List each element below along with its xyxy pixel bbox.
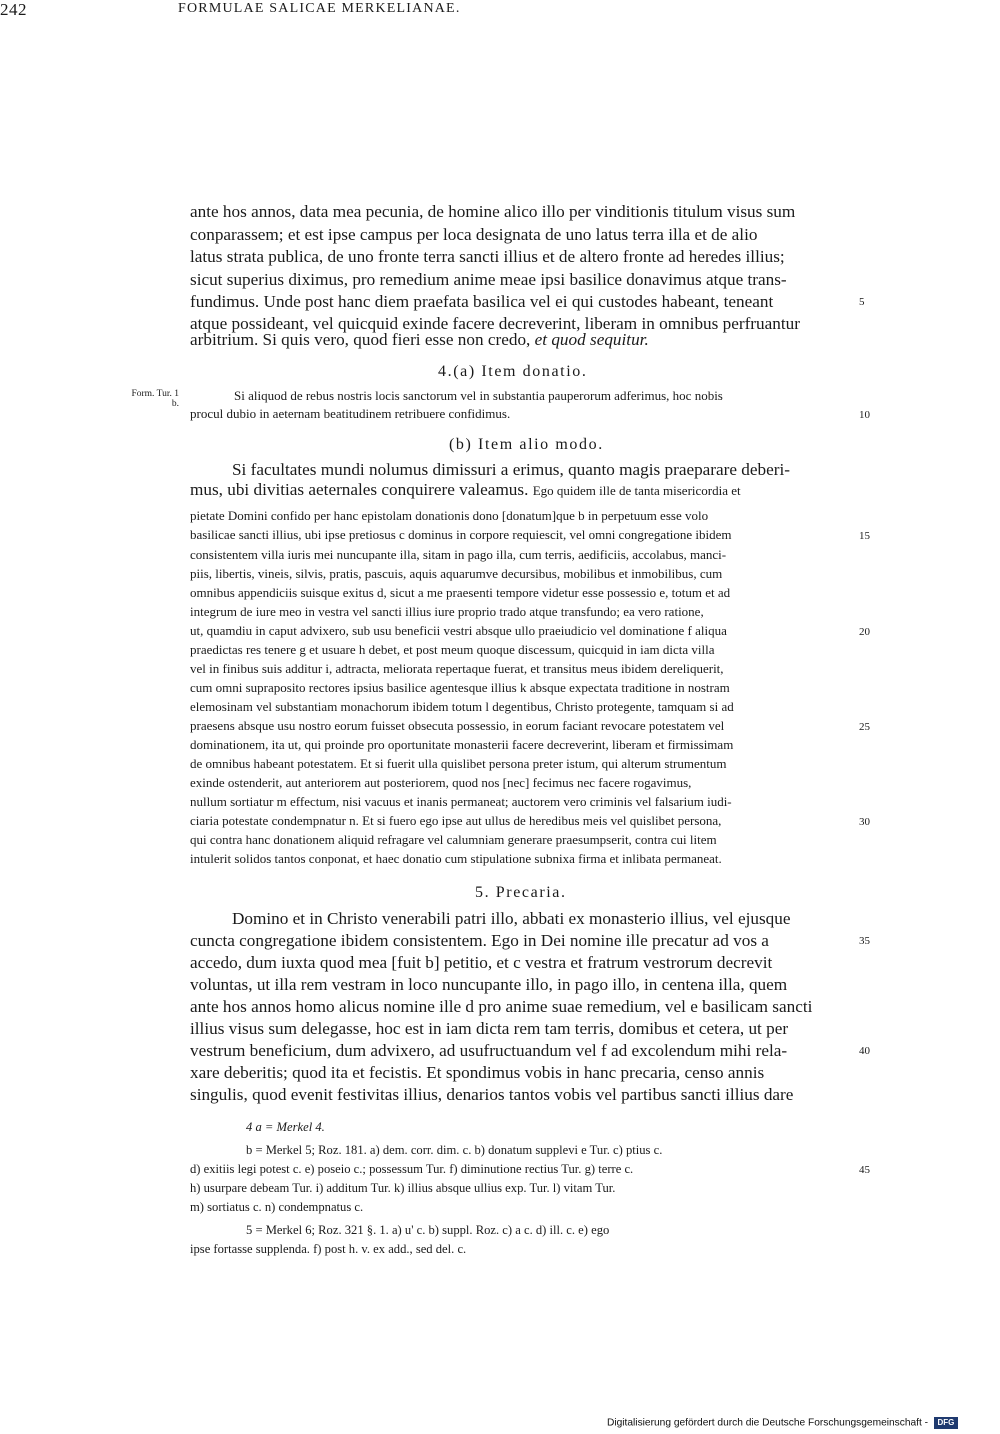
text-line: conparassem; et est ipse campus per loca designata de uno latus terra illa et de alio xyxy=(190,225,758,244)
text-line: ante hos annos homo alicus nomine ille d pro anime suae remedium, vel e basilicam sancti xyxy=(190,997,813,1016)
text-line: qui contra hanc donationem aliquid refragare vel calumniam generare praesumpserit, contra cui litem xyxy=(190,832,717,847)
text-line: accedo, dum iuxta quod mea [fuit b] petitio, et c vestra et fratrum vestrorum decrevit xyxy=(190,953,773,972)
footnote: 4 a = Merkel 4. xyxy=(246,1120,325,1134)
text-line: basilicae sancti illius, ubi ipse pretiosus c dominus in corpore requiescit, vel omni congregatione ibidem xyxy=(190,527,732,542)
digitization-credit xyxy=(607,1417,958,1431)
line-number: 35 xyxy=(859,935,870,947)
section-heading-4a: 4.(a) Item donatio. xyxy=(438,363,588,380)
text-line: fundimus. Unde post hanc diem praefata basilica vel ei qui custodes habeant, teneant xyxy=(190,292,774,311)
line-number: 5 xyxy=(859,296,865,308)
line-number: 45 xyxy=(859,1164,870,1176)
text-line: atque possideant, vel quicquid exinde facere decreverint, liberam in omnibus perfruantur xyxy=(190,314,800,333)
text-line: cuncta congregatione ibidem consistentem. Ego in Dei nomine ille precatur ad vos a xyxy=(190,931,769,950)
text-line: pietate Domini confido per hanc epistolam donationis dono [donatum]que b in perpetuum esse volo xyxy=(190,508,709,523)
running-title: FORMULAE SALICAE MERKELIANAE. xyxy=(178,1,461,16)
line-number: 20 xyxy=(859,626,870,638)
footnote: h) usurpare debeam Tur. i) additum Tur. k) illius absque ullius exp. Tur. l) vitam Tur. xyxy=(190,1181,616,1195)
margin-note: Form. Tur. 1 b. xyxy=(131,389,179,409)
section-heading-5: 5. Precaria. xyxy=(475,884,567,901)
text-line: illius visus sum delegasse, hoc est in iam dicta rem tam terris, domibus et cetera, ut per xyxy=(190,1019,789,1038)
text-line: cum omni supraposito rectores ipsius basilice agentesque illius k absque expectata traditione in nostram xyxy=(190,680,730,695)
line-number: 25 xyxy=(859,721,870,733)
text-line: intulerit solidos tantos conponat, et haec donatio cum stipulatione subnixa firma et inlibata permaneat. xyxy=(190,851,722,866)
text-line-with-italic xyxy=(190,330,649,350)
text-line: Ego quidem ille de tanta misericordia et xyxy=(532,483,741,498)
text-line: de omnibus habeant potestatem. Et si fuerit ulla quislibet persona preter istum, qui alterum strumentum xyxy=(190,756,727,771)
text-line: voluntas, ut illa rem vestram in loco nuncupante illo, in pago illo, in centena illa, quem xyxy=(190,975,788,994)
text-line: Si facultates mundi nolumus dimissuri a erimus, quanto magis praeparare deberi- xyxy=(232,460,790,479)
text-line: xare deberitis; quod ita et fecistis. Et spondimus vobis in hanc precaria, censo annis xyxy=(190,1063,765,1082)
text-line: nullum sortiatur m effectum, nisi vacuus et inanis permaneat; auctorem vero criminis vel falsarium iudi- xyxy=(190,794,732,809)
text-line: praedictas res tenere g et usuare h debet, et post meum quoque discessum, quicquid in iam dicta villa xyxy=(190,642,715,657)
text-line: ciaria potestate condempnatur n. Et si fuero ego ipse aut ullus de heredibus meis vel quislibet persona, xyxy=(190,813,722,828)
text-line: procul dubio in aeternam beatitudinem retribuere confidimus. xyxy=(190,406,511,421)
text-line: omnibus appendiciis suisque exitus d, sicut a me praesenti tempore videtur esse possessio e, totum et ad xyxy=(190,585,731,600)
dfg-logo: DFG xyxy=(934,1417,958,1429)
page-number: 242 xyxy=(0,0,27,19)
section-heading-4b: (b) Item alio modo. xyxy=(449,436,604,453)
text-line: Domino et in Christo venerabili patri illo, abbati ex monasterio illius, vel ejusque xyxy=(232,909,791,928)
text-line: integrum de iure meo in vestra vel sancti illius iure proprio trado atque transfundo; ea vero ratione, xyxy=(190,604,704,619)
text-line: vel in finibus suis additur i, adtracta, meliorata repertaque fuerat, et transitus meus ibidem dereliquerit, xyxy=(190,661,724,676)
text-line: sicut superius diximus, pro remedium anime meae ipsi basilice donavimus atque trans- xyxy=(190,270,787,289)
text-line: elemosinam vel substantiam monachorum ibidem totum l degentibus, Christo protegente, tamquam si ad xyxy=(190,699,734,714)
credit-text: Digitalisierung gefördert durch die Deutsche Forschungsgemeinschaft - xyxy=(607,1417,929,1429)
text-line: latus strata publica, de uno fronte terra sancti illius et de altero fronte ad heredes illius; xyxy=(190,247,785,266)
line-number: 15 xyxy=(859,530,870,542)
text-line: Si aliquod de rebus nostris locis sanctorum vel in substantia pauperorum adferimus, hoc nobis xyxy=(234,388,723,403)
text-line: piis, libertis, vineis, silvis, pratis, pascuis, aquis aquarumve decursibus, mobilibus et inmobilibus, cum xyxy=(190,566,723,581)
line-number: 10 xyxy=(859,409,870,421)
footnote: m) sortiatus c. n) condempnatus c. xyxy=(190,1200,364,1214)
line-number: 30 xyxy=(859,816,870,828)
footnote: ipse fortasse supplenda. f) post h. v. ex add., sed del. c. xyxy=(190,1242,467,1256)
text-line: praesens absque usu nostro eorum fuisset obsecuta possessio, in eorum faciant revocare potestatem vel xyxy=(190,718,725,733)
text-line: vestrum beneficium, dum advixero, ad usufructuandum vel f ad excolendum mihi rela- xyxy=(190,1041,788,1060)
text-line: exinde ostenderit, aut anteriorem aut posteriorem, quod nos [nec] fecimus nec facere rogavimus, xyxy=(190,775,692,790)
line-number: 40 xyxy=(859,1045,870,1057)
italic-phrase: et quod sequitur. xyxy=(534,330,649,349)
footnote: d) exitiis legi potest c. e) poseio c.; possessum Tur. f) diminutione rectius Tur. g) terre c. xyxy=(190,1162,634,1176)
text-line: ut, quamdiu in caput advixero, sub usu beneficii vestri absque ullo praeiudicio vel dominatione f aliqua xyxy=(190,623,727,638)
text-line: consistentem villa iuris mei nuncupante illa, sitam in pago illa, cum terris, aedificiis, accolabus, manci- xyxy=(190,547,727,562)
text-line: mus, ubi divitias aeternales conquirere valeamus. xyxy=(190,480,529,499)
footnote: 5 = Merkel 6; Roz. 321 §. 1. a) u' c. b) suppl. Roz. c) a c. d) ill. c. e) ego xyxy=(246,1223,610,1237)
footnote: b = Merkel 5; Roz. 181. a) dem. corr. dim. c. b) donatum supplevi e Tur. c) ptius c. xyxy=(246,1143,663,1157)
text-line-mixed xyxy=(190,480,741,500)
text-line: singulis, quod evenit festivitas illius, denarios tantos vobis vel partibus sancti illius dare xyxy=(190,1085,794,1104)
text-line: arbitrium. Si quis vero, quod fieri esse non credo, xyxy=(190,330,531,349)
text-line: ante hos annos, data mea pecunia, de homine alico illo per vinditionis titulum visus sum xyxy=(190,202,796,221)
text-line: dominationem, ita ut, qui proinde pro oportunitate monasterii facere decreverint, liberam et firmissimam xyxy=(190,737,734,752)
running-header xyxy=(0,0,662,22)
